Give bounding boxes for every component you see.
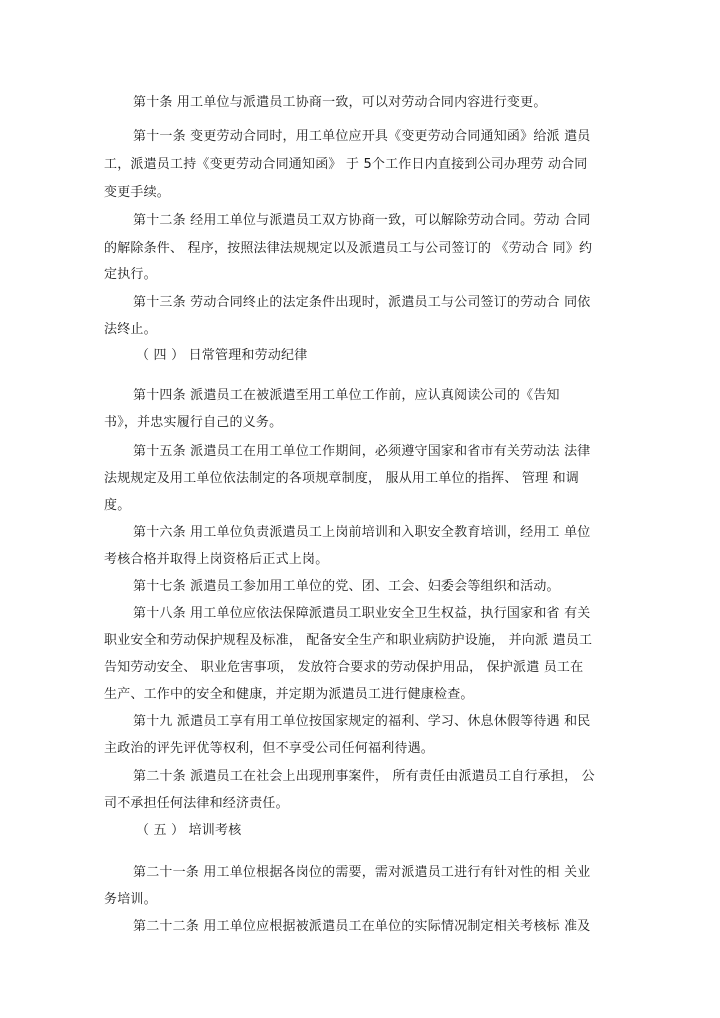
article-11-line-1: 第十一条 变更劳动合同时，用工单位应开具《变更劳动合同通知函》给派 遣员 [133,129,591,144]
article-14-line-1: 第十四条 派遣员工在被派遣至用工单位工作前，应认真阅读公司的《告知 [133,388,560,403]
article-15-line-2: 法规规定及用工单位依法制定的各项规章制度， 服从用工单位的指挥、 管理 和调 [104,471,579,486]
article-12-line-1: 第十二条 经用工单位与派遣员工双方协商一致，可以解除劳动合同。劳动 合同 [133,213,591,228]
article-21-line-1: 第二十一条 用工单位根据各岗位的需要，需对派遣员工进行有针对性的相 关业 [133,865,591,880]
article-20-line-1: 第二十条 派遣员工在社会上出现刑事案件， 所有责任由派遣员工自行承担， 公 [133,769,595,784]
article-10-line-1: 第十条 用工单位与派遣员工协商一致，可以对劳动合同内容进行变更。 [133,95,547,110]
article-11-line-2: 工，派遣员工持《变更劳动合同通知函》 于 5个工作日内直接到公司办理劳 动合同 [104,157,588,172]
article-17-line-1: 第十七条 派遣员工参加用工单位的党、团、工会、妇委会等组织和活动。 [133,579,560,594]
article-15-line-1: 第十五条 派遣员工在用工单位工作期间，必须遵守国家和省市有关劳动法 法律 [133,444,591,459]
article-16-line-2: 考核合格并取得上岗资格后正式上岗。 [104,552,329,567]
article-11-line-3: 变更手续。 [104,185,171,200]
article-20-line-2: 司不承担任何法律和经济责任。 [104,796,289,811]
article-22-line-1: 第二十二条 用工单位应根据被派遣员工在单位的实际情况制定相关考核标 准及 [133,919,591,934]
article-21-line-2: 务培训。 [104,892,157,907]
article-13-line-1: 第十三条 劳动合同终止的法定条件出现时，派遣员工与公司签订的劳动合 同依 [133,295,591,310]
article-12-line-2: 的解除条件、 程序，按照法律法规规定以及派遣员工与公司签订的 《劳动合 同》约 [104,241,593,256]
article-14-line-2: 书》，并忠实履行自己的义务。 [104,415,283,430]
article-18-line-3: 告知劳动安全、 职业危害事项， 发放符合要求的劳动保护用品， 保护派遣 员工在 [104,660,584,675]
article-12-line-3: 定执行。 [104,267,157,282]
article-16-line-1: 第十六条 用工单位负责派遣员工上岗前培训和入职安全教育培训，经用工 单位 [133,525,591,540]
article-19-line-1: 第十九 派遣员工享有用工单位按国家规定的福利、学习、休息休假等待遇 和民 [133,714,591,729]
section-heading-5: （ 五 ） 培训考核 [136,823,242,838]
article-15-line-3: 度。 [104,498,131,513]
article-18-line-4: 生产、工作中的安全和健康，并定期为派遣员工进行健康检查。 [104,687,474,702]
section-heading-4: （ 四 ） 日常管理和劳动纪律 [136,348,308,363]
article-19-line-2: 主政治的评先评优等权利，但不享受公司任何福利待遇。 [104,741,435,756]
article-18-line-1: 第十八条 用工单位应依法保障派遣员工职业安全卫生权益，执行国家和省 有关 [133,606,591,621]
article-18-line-2: 职业安全和劳动保护规程及标准， 配备安全生产和职业病防护设施， 并向派 遣员工 [104,633,593,648]
article-13-line-2: 法终止。 [104,322,157,337]
